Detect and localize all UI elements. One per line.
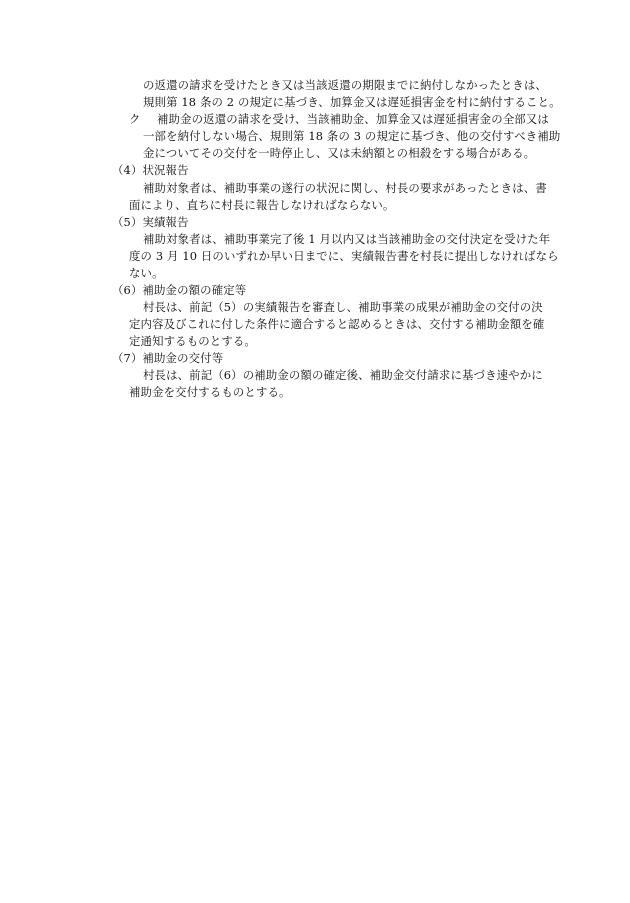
body-line: 度の 3 月 10 日のいずれか早い日までに、実績報告書を村長に提出しなければなら	[129, 249, 559, 263]
body-line: の返還の請求を受けたとき又は当該返還の期限までに納付しなかったときは、	[143, 78, 547, 92]
section-heading: （7）補助金の交付等	[112, 351, 224, 365]
body-line: 金についてその交付を一時停止し、又は未納額との相殺をする場合がある。	[143, 146, 536, 160]
body-line: 補助金の返還の請求を受け、当該補助金、加算金又は遅延損害金の全部又は	[157, 112, 549, 126]
section-heading: （5）実績報告	[112, 215, 189, 229]
body-line: 規則第 18 条の 2 の規定に基づき、加算金又は遅延損害金を村に納付すること。	[143, 95, 561, 109]
body-line: 補助対象者は、補助事業完了後 1 月以内又は当該補助金の交付決定を受けた年	[143, 232, 551, 246]
body-line: 定通知するものとする。	[129, 334, 256, 348]
body-line: 村長は、前記（6）の補助金の額の確定後、補助金交付請求に基づき速やかに	[143, 368, 543, 382]
body-line: 村長は、前記（5）の実績報告を審査し、補助事業の成果が補助金の交付の決	[143, 300, 543, 314]
body-line: 補助対象者は、補助事業の遂行の状況に関し、村長の要求があったときは、書	[143, 181, 547, 195]
body-line: ない。	[129, 266, 164, 280]
body-line: 定内容及びこれに付した条件に適合すると認めるときは、交付する補助金額を確	[129, 317, 545, 331]
body-line: 一部を納付しない場合、規則第 18 条の 3 の規定に基づき、他の交付すべき補助	[143, 129, 561, 143]
body-line: 補助金を交付するものとする。	[129, 385, 291, 399]
body-line: 面により、直ちに村長に報告しなければならない。	[129, 198, 395, 212]
item-marker: ク	[129, 112, 141, 126]
section-heading: （4）状況報告	[112, 163, 189, 177]
section-heading: （6）補助金の額の確定等	[112, 283, 247, 297]
